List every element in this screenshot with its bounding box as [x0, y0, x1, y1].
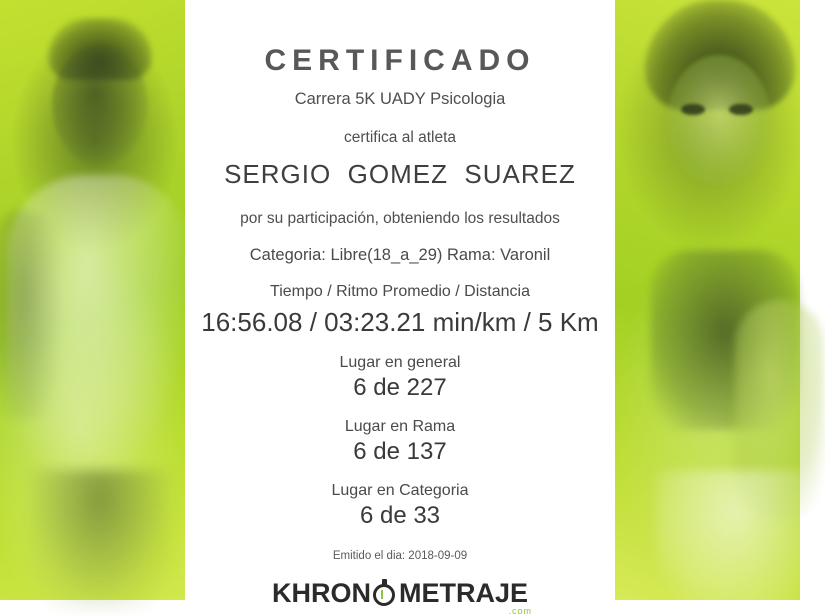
- stopwatch-icon: [372, 581, 398, 607]
- logo-text-part1: KHRON: [271, 578, 371, 608]
- place-rama-label: Lugar en Rama: [344, 418, 456, 435]
- right-runner-face-shape: [667, 55, 771, 185]
- certificate-title: CERTIFICADO: [264, 44, 536, 77]
- place-categoria-value: 6 de 33: [359, 502, 441, 529]
- place-rama-value: 6 de 137: [353, 438, 447, 465]
- left-runner-body-shape: [6, 175, 186, 475]
- participation-text: por su participación, obteniendo los resultados: [240, 210, 560, 227]
- metrics-label: Tiempo / Ritmo Promedio / Distancia: [270, 283, 530, 300]
- event-name: Carrera 5K UADY Psicologia: [294, 90, 506, 108]
- place-general-value: 6 de 227: [353, 374, 447, 401]
- athlete-name: SERGIO GOMEZ SUAREZ: [224, 159, 576, 189]
- logo-text-part2: METRAJE: [398, 578, 528, 608]
- right-runner-left-eye-shape: [681, 104, 705, 115]
- left-runner-leg-shape: [30, 470, 170, 610]
- certificate-card: [185, 0, 615, 616]
- category-and-division: Categoria: Libre(18_a_29) Rama: Varonil: [249, 246, 551, 264]
- left-runner-head-shape: [52, 45, 148, 165]
- logo-domain-suffix: .com: [508, 606, 532, 616]
- place-categoria-label: Lugar en Categoria: [331, 482, 469, 499]
- metrics-value: 16:56.08 / 03:23.21 min/km / 5 Km: [201, 307, 599, 337]
- right-runner-photo: [615, 0, 800, 600]
- khronometraje-logo: [271, 578, 532, 616]
- right-runner-right-eye-shape: [729, 104, 753, 115]
- place-general-label: Lugar en general: [339, 354, 461, 371]
- right-runner-shorts-shape: [655, 470, 815, 610]
- issued-date: Emitido el dia: 2018-09-09: [332, 550, 468, 562]
- left-runner-photo: [0, 0, 185, 600]
- certifies-label: certifica al atleta: [344, 129, 456, 146]
